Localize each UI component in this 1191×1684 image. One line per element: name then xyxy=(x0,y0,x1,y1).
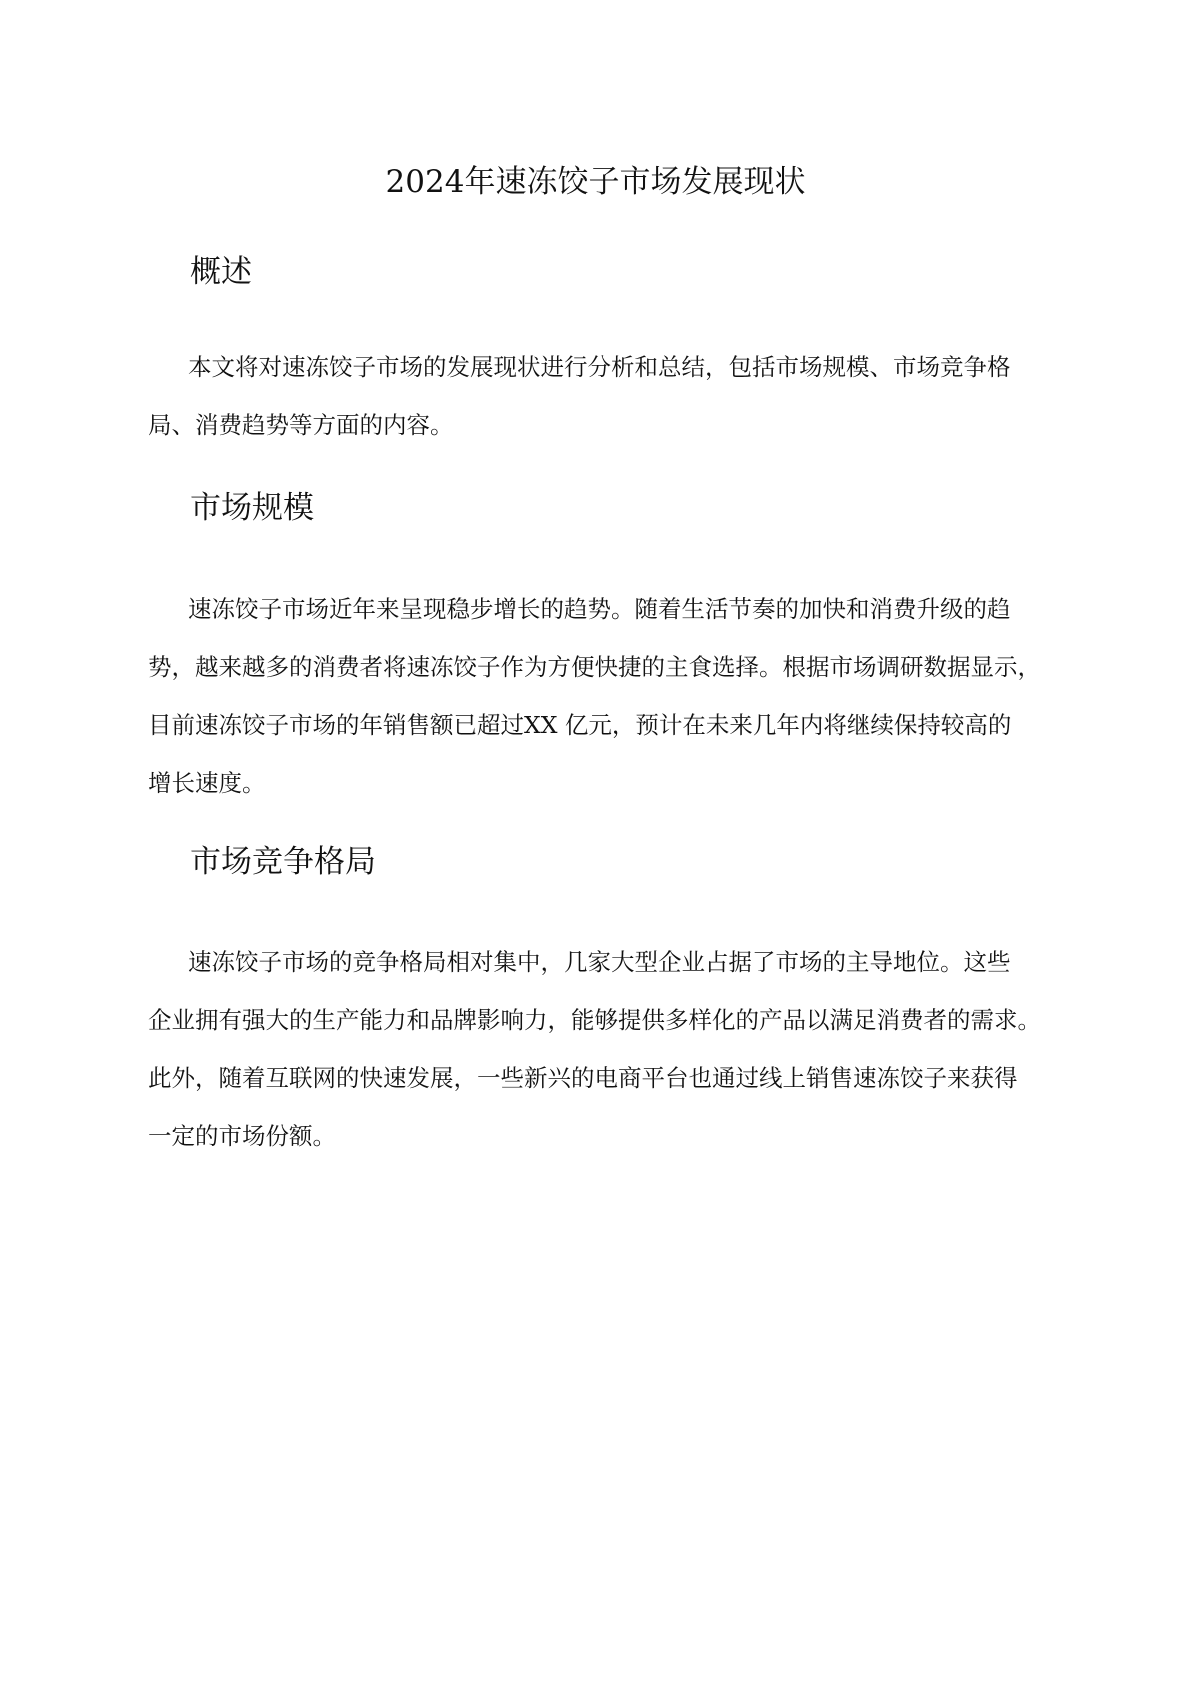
document-title: 2024年速冻饺子市场发展现状 xyxy=(385,164,806,200)
paragraph-line: 增长速度。 xyxy=(148,769,266,797)
paragraph-line: 企业拥有强大的生产能力和品牌影响力，能够提供多样化的产品以满足消费者的需求。 xyxy=(148,1006,1041,1034)
section-heading-competition: 市场竞争格局 xyxy=(190,844,376,880)
paragraph-line: 本文将对速冻饺子市场的发展现状进行分析和总结，包括市场规模、市场竞争格 xyxy=(188,353,1011,381)
paragraph-line: 目前速冻饺子市场的年销售额已超过XX 亿元，预计在未来几年内将继续保持较高的 xyxy=(148,711,1012,739)
paragraph-line: 势，越来越多的消费者将速冻饺子作为方便快捷的主食选择。根据市场调研数据显示， xyxy=(148,653,1041,681)
paragraph-line: 一定的市场份额。 xyxy=(148,1122,336,1150)
paragraph-line: 速冻饺子市场的竞争格局相对集中，几家大型企业占据了市场的主导地位。这些 xyxy=(188,948,1011,976)
section-heading-overview: 概述 xyxy=(190,254,252,290)
paragraph-line: 速冻饺子市场近年来呈现稳步增长的趋势。随着生活节奏的加快和消费升级的趋 xyxy=(188,595,1011,623)
paragraph-line: 此外，随着互联网的快速发展，一些新兴的电商平台也通过线上销售速冻饺子来获得 xyxy=(148,1064,1018,1092)
paragraph-line: 局、消费趋势等方面的内容。 xyxy=(148,411,454,439)
section-heading-market-size: 市场规模 xyxy=(190,490,314,526)
